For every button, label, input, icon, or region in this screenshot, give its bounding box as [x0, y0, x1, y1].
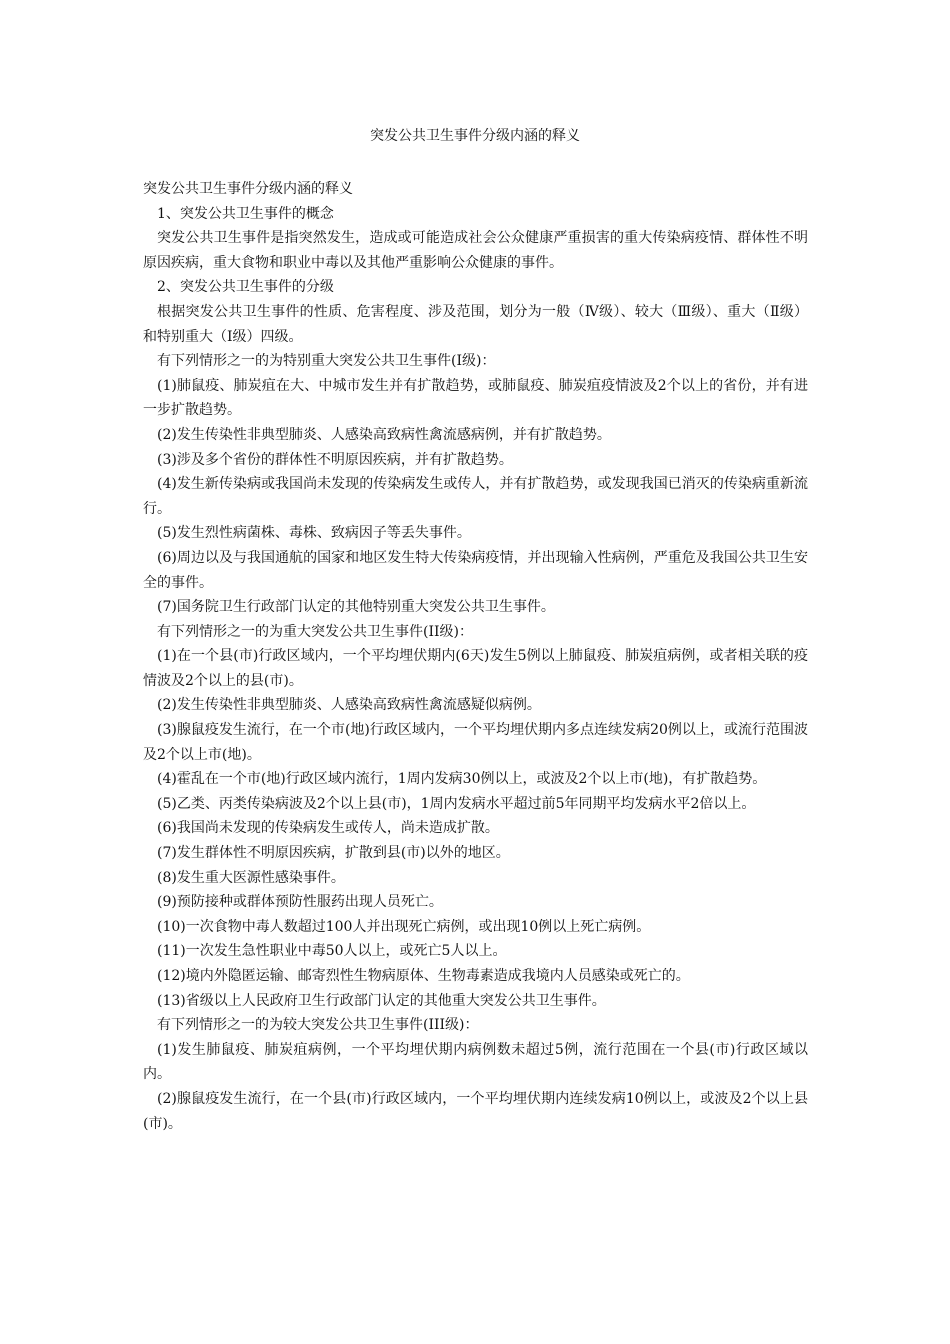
list-item: (1)在一个县(市)行政区域内，一个平均埋伏期内(6天)发生5例以上肺鼠疫、肺炭疽病例，或者相关联的疫情波及2个以上的县(市)。	[143, 648, 808, 689]
list-item: (6)我国尚未发现的传染病发生或传人，尚未造成扩散。	[157, 820, 499, 837]
list-item: (4)霍乱在一个市(地)行政区域内流行，1周内发病30例以上，或波及2个以上市(地)，有扩散趋势。	[157, 771, 767, 788]
list-item: (9)预防接种或群体预防性服药出现人员死亡。	[157, 894, 443, 911]
list-item: (6)周边以及与我国通航的国家和地区发生特大传染病疫情，并出现输入性病例，严重危及我国公共卫生安全的事件。	[143, 549, 808, 591]
list-item: (1)发生肺鼠疫、肺炭疽病例，一个平均埋伏期内病例数未超过5例，流行范围在一个县(市)行政区域以内。	[143, 1041, 808, 1083]
list-item: (7)发生群体性不明原因疾病，扩散到县(市)以外的地区。	[157, 845, 510, 862]
list-item: (3)腺鼠疫发生流行，在一个市(地)行政区域内，一个平均埋伏期内多点连续发病20例以上，或流行范围波及2个以上市(地)。	[143, 722, 808, 763]
list-item: (8)发生重大医源性感染事件。	[157, 869, 345, 886]
subsection-heading: 有下列情形之一的为重大突发公共卫生事件(II级)：	[157, 623, 473, 640]
list-item: (7)国务院卫生行政部门认定的其他特别重大突发公共卫生事件。	[157, 599, 555, 616]
list-item: (11)一次发生急性职业中毒50人以上，或死亡5人以上。	[157, 943, 507, 960]
list-item: (12)境内外隐匿运输、邮寄烈性生物病原体、生物毒素造成我境内人员感染或死亡的。	[157, 968, 690, 984]
list-item: (10)一次食物中毒人数超过100人并出现死亡病例，或出现10例以上死亡病例。	[157, 918, 651, 935]
list-item: (5)发生烈性病菌株、毒株、致病因子等丢失事件。	[157, 525, 471, 542]
list-item: (2)发生传染性非典型肺炎、人感染高致病性禽流感病例，并有扩散趋势。	[157, 426, 611, 443]
section-heading: 1、突发公共卫生事件的概念	[157, 205, 334, 222]
section-heading: 2、突发公共卫生事件的分级	[157, 279, 334, 296]
paragraph: 突发公共卫生事件分级内涵的释义	[143, 181, 353, 197]
list-item: (13)省级以上人民政府卫生行政部门认定的其他重大突发公共卫生事件。	[157, 992, 606, 1009]
paragraph: 突发公共卫生事件是指突然发生，造成或可能造成社会公众健康严重损害的重大传染病疫情、群体性不明原因疾病，重大食物和职业中毒以及其他严重影响公众健康的事件。	[143, 230, 808, 271]
list-item: (3)涉及多个省份的群体性不明原因疾病，并有扩散趋势。	[157, 451, 513, 468]
list-item: (1)肺鼠疫、肺炭疽在大、中城市发生并有扩散趋势，或肺鼠疫、肺炭疽疫情波及2个以上的省份，并有进一步扩散趋势。	[143, 377, 808, 419]
subsection-heading: 有下列情形之一的为特别重大突发公共卫生事件(Ⅰ级)：	[157, 353, 496, 370]
paragraph: 根据突发公共卫生事件的性质、危害程度、涉及范围，划分为一般（Ⅳ级）、较大（Ⅲ级）、重大（Ⅱ级）和特别重大（Ⅰ级）四级。	[143, 303, 808, 345]
document-body	[143, 177, 808, 1136]
subsection-heading: 有下列情形之一的为较大突发公共卫生事件(III级)：	[157, 1017, 479, 1034]
list-item: (2)发生传染性非典型肺炎、人感染高致病性禽流感疑似病例。	[157, 697, 541, 714]
document-title: 突发公共卫生事件分级内涵的释义	[370, 128, 580, 144]
list-item: (5)乙类、丙类传染病波及2个以上县(市)，1周内发病水平超过前5年同期平均发病水平2倍以上。	[157, 795, 756, 812]
list-item: (2)腺鼠疫发生流行，在一个县(市)行政区域内，一个平均埋伏期内连续发病10例以上，或波及2个以上县(市)。	[143, 1090, 808, 1132]
list-item: (4)发生新传染病或我国尚未发现的传染病发生或传人，并有扩散趋势，或发现我国已消灭的传染病重新流行。	[143, 476, 808, 517]
